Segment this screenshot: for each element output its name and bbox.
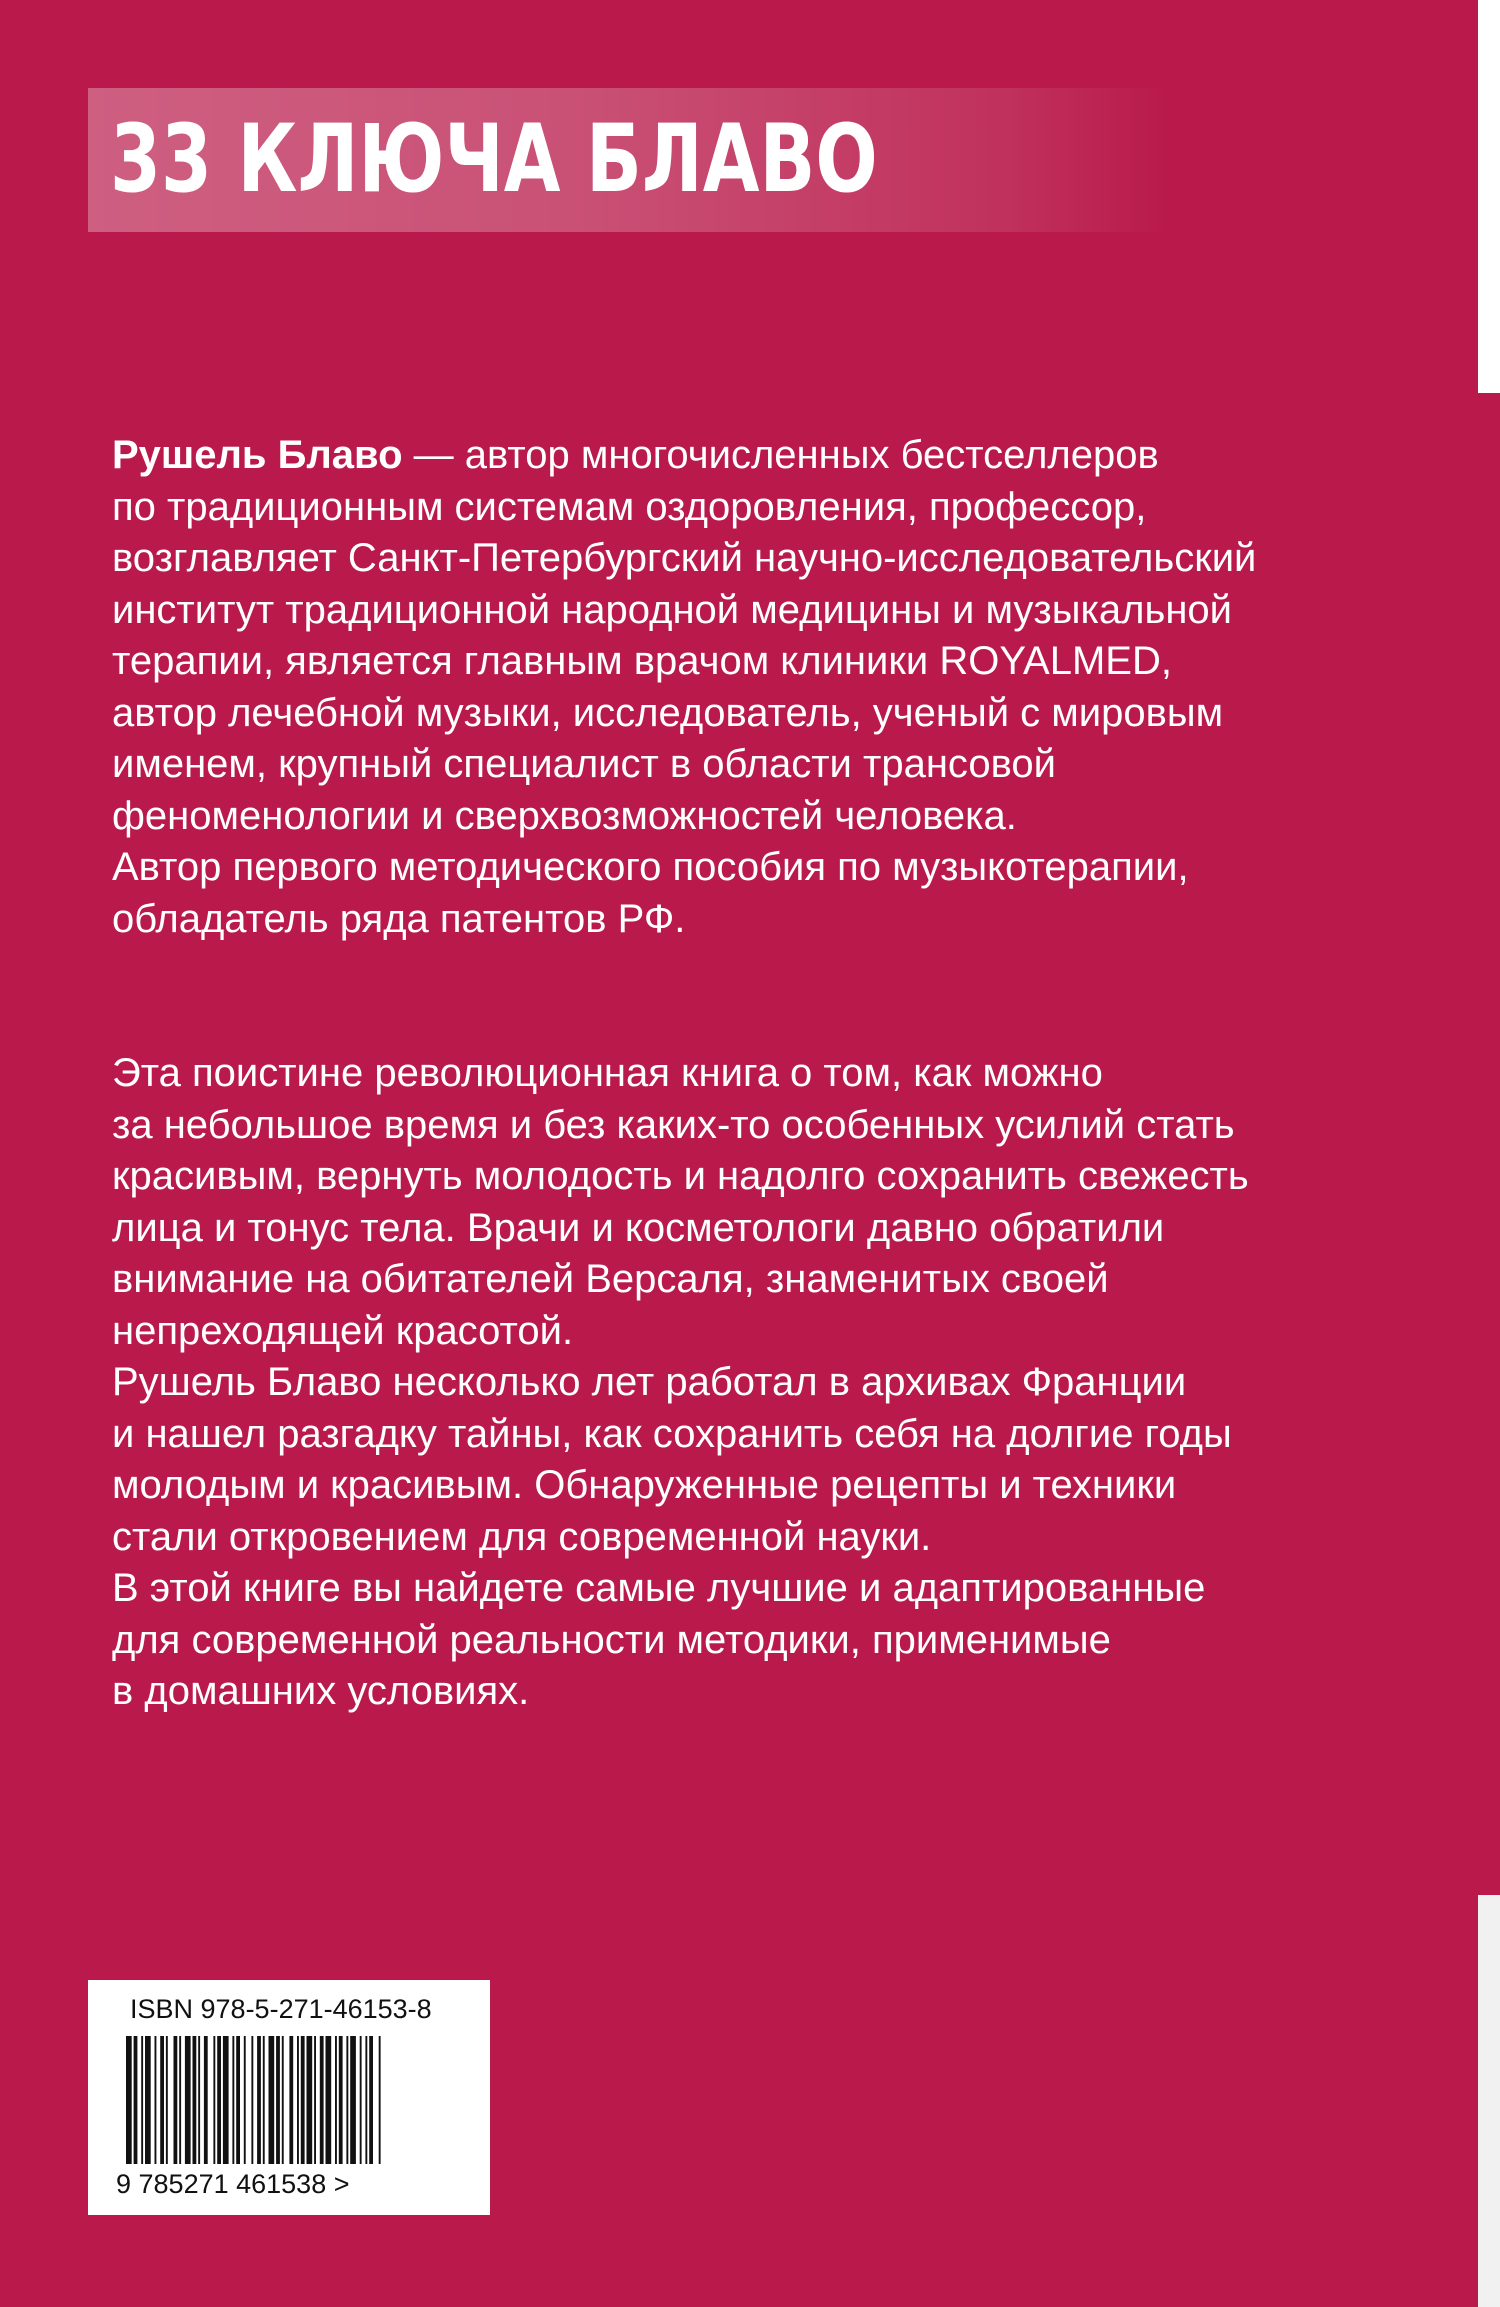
barcode-bar xyxy=(320,2036,324,2164)
barcode-bar xyxy=(282,2036,284,2164)
description-line: в домашних условиях. xyxy=(112,1669,530,1713)
bio-line: феноменологии и сверхвозможностей человека. xyxy=(112,793,1017,838)
bio-line: обладатель ряда патентов РФ. xyxy=(112,896,686,941)
barcode-bar xyxy=(257,2036,261,2164)
description-line: В этой книге вы найдете самые лучшие и адаптированные xyxy=(112,1566,1206,1610)
barcode-bar xyxy=(193,2036,197,2164)
barcode-bar xyxy=(185,2036,191,2164)
barcode-bar xyxy=(145,2036,151,2164)
description-line: молодым и красивым. Обнаруженные рецепты и техники xyxy=(112,1463,1177,1507)
barcode-bar xyxy=(166,2036,168,2164)
barcode-bar xyxy=(263,2036,265,2164)
barcode-digits: 9 785271 461538 > xyxy=(116,2169,350,2199)
description-line: Рушель Блаво несколько лет работал в архивах Франции xyxy=(112,1360,1187,1404)
page-edge-bottom xyxy=(1478,1895,1500,2307)
barcode-icon xyxy=(124,2036,436,2164)
barcode-bar xyxy=(232,2036,234,2164)
barcode-bar xyxy=(301,2036,305,2164)
barcode-bar xyxy=(379,2036,381,2164)
barcode-bar xyxy=(134,2036,138,2164)
bio-line: Рушель Блаво — автор многочисленных бестселлеров xyxy=(112,433,1159,477)
description-line: Эта поистине революционная книга о том, как можно xyxy=(112,1051,1103,1095)
bio-line: терапии, является главным врачом клиники ROYALMED, xyxy=(112,639,1172,683)
bio-line: институт традиционной народной медицины и музыкальной xyxy=(112,587,1232,632)
description-line: внимание на обитателей Версаля, знаменитых своей xyxy=(112,1257,1109,1301)
bio-line: возглавляет Санкт-Петербургский научно-исследовательский xyxy=(112,536,1257,580)
barcode-bar xyxy=(236,2036,240,2164)
author-name: Рушель Блаво xyxy=(112,433,403,477)
barcode-bar xyxy=(179,2036,181,2164)
title-band xyxy=(88,88,1168,232)
bio-line: именем, крупный специалист в области трансовой xyxy=(112,742,1057,786)
book-description xyxy=(112,1048,1412,1718)
barcode-bar xyxy=(314,2036,316,2164)
barcode-bar xyxy=(217,2036,221,2164)
barcode-bar xyxy=(251,2036,253,2164)
barcode-bar xyxy=(244,2036,246,2164)
author-bio xyxy=(112,430,1412,945)
description-line: и нашел разгадку тайны, как сохранить себя на долгие годы xyxy=(112,1411,1232,1456)
barcode-bar xyxy=(326,2036,332,2164)
barcode-bar xyxy=(141,2036,143,2164)
bio-line: Автор первого методического пособия по музыкотерапии, xyxy=(112,845,1189,889)
barcode-bar xyxy=(126,2036,132,2164)
barcode-bar xyxy=(213,2036,215,2164)
barcode-bar xyxy=(174,2036,178,2164)
description-line: для современной реальности методики, применимые xyxy=(112,1617,1111,1662)
barcode-bar xyxy=(297,2036,299,2164)
barcode-bar xyxy=(346,2036,348,2164)
barcode-bar xyxy=(350,2036,356,2164)
barcode-bar xyxy=(160,2036,164,2164)
barcode-bar xyxy=(276,2036,280,2164)
description-line: непреходящей красотой. xyxy=(112,1308,574,1353)
barcode-bar xyxy=(289,2036,293,2164)
barcode-bar xyxy=(365,2036,367,2164)
book-title: 33 КЛЮЧА БЛАВО xyxy=(110,105,878,214)
barcode-bar xyxy=(307,2036,313,2164)
barcode-box xyxy=(88,1980,490,2215)
bio-line: по традиционным системам оздоровления, профессор, xyxy=(112,484,1147,529)
page-edge-top xyxy=(1478,0,1500,393)
description-line: стали откровением для современной науки. xyxy=(112,1514,932,1559)
barcode-bar xyxy=(360,2036,362,2164)
barcode-bar xyxy=(335,2036,337,2164)
description-line: красивым, вернуть молодость и надолго сохранить свежесть xyxy=(112,1154,1249,1198)
description-line: лица и тонус тела. Врачи и косметологи давно обратили xyxy=(112,1205,1165,1250)
description-line: за небольшое время и без каких-то особенных усилий стать xyxy=(112,1102,1235,1147)
bio-line: автор лечебной музыки, исследователь, ученый с мировым xyxy=(112,690,1224,735)
barcode-bar xyxy=(204,2036,208,2164)
barcode-bar xyxy=(339,2036,343,2164)
barcode-bar xyxy=(369,2036,373,2164)
isbn-label: ISBN 978-5-271-46153-8 xyxy=(130,1994,432,2024)
barcode-bar xyxy=(198,2036,200,2164)
barcode-bar xyxy=(269,2036,275,2164)
barcode-bar xyxy=(223,2036,229,2164)
barcode-bar xyxy=(155,2036,157,2164)
